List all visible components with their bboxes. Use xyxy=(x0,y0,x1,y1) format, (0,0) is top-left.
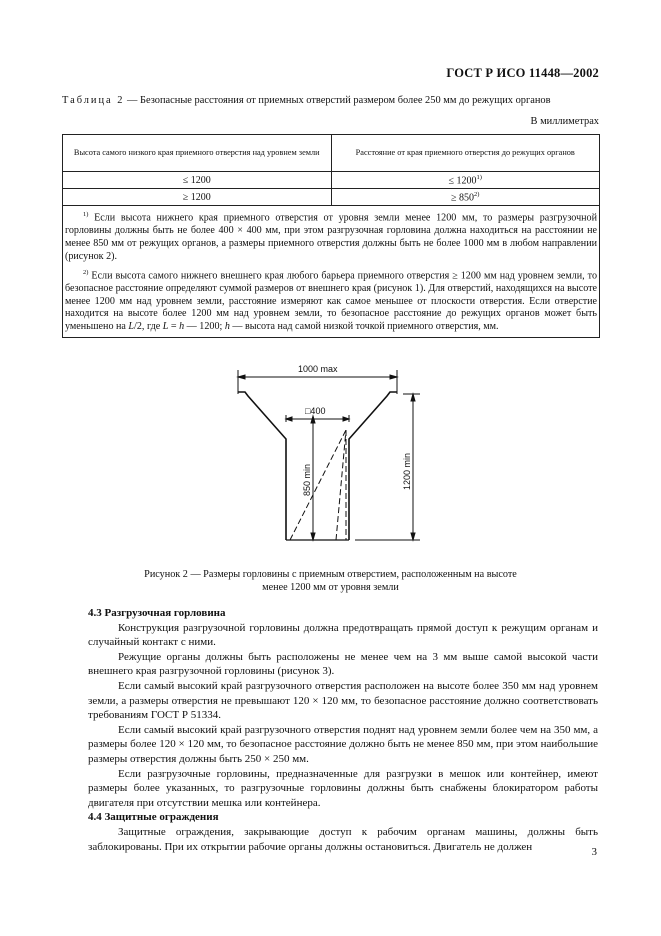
safety-distance-table xyxy=(62,134,600,338)
label-1000-max: 1000 max xyxy=(298,364,338,374)
table-header-distance: Расстояние от края приемного отверстия до режущих органов xyxy=(331,135,600,172)
table-row xyxy=(63,172,600,189)
arrow-head xyxy=(311,533,315,540)
table-cell: ≤ 1200 xyxy=(63,172,332,189)
table-units: В миллиметрах xyxy=(530,116,599,127)
table-footnotes xyxy=(63,206,600,338)
document-header: ГОСТ Р ИСО 11448—2002 xyxy=(446,66,599,80)
label-1200-min: 1200 min xyxy=(402,452,412,490)
footnote-mark: 2) xyxy=(83,268,89,276)
var-h: h xyxy=(179,321,185,333)
footnote-text: — 1200; xyxy=(184,321,225,333)
table-header-height: Высота самого низкого края приемного отверстия над уровнем земли xyxy=(63,135,332,172)
label-850-min: 850 min xyxy=(302,463,312,496)
var-L: L xyxy=(128,321,135,333)
footnote-text: /2, где xyxy=(134,321,163,333)
var-h: h xyxy=(224,321,230,333)
table-caption-text: — Безопасные расстояния от приемных отверстий размером более 250 мм до режущих органов xyxy=(124,95,551,106)
footnote-text: Если высота нижнего края приемного отверстия от уровня земли менее 1200 мм, то размеры разгрузочной горловины должны быть не более 400 × 400 мм, при этом разгрузочная горловина должна находиться на расстоянии не менее 850 мм от режущих органов, а размеры приемного отверстия должны быть не более 1000 мм в любом направлении (рисунок 2). xyxy=(65,212,597,262)
footnote-mark: 1) xyxy=(83,211,89,218)
paragraph: Конструкция разгрузочной горловины должна предотвращать прямой доступ к режущим органам и случайный контакт с ними. xyxy=(88,621,598,649)
footnote-ref: 1) xyxy=(476,173,482,181)
paragraph: Если самый высокий край разгрузочного отверстия поднят над уровнем земли более чем на 350 мм, а размеры более 120 × 120 мм, то безопасное расстояние должно быть не менее 850 мм, при этом наибольшие размеры отверстия должны быть 250 × 250 мм. xyxy=(88,723,598,765)
footnote-ref: 2) xyxy=(474,190,480,198)
paragraph: Защитные ограждения, закрывающие доступ к рабочим органам машины, должны быть заблокированы. При их открытии рабочие органы должны остановиться. Двигатель не должен xyxy=(88,825,598,853)
hopper-right-wall xyxy=(349,392,397,540)
arrow-head xyxy=(411,533,415,540)
cell-value: ≥ 850 xyxy=(451,192,475,204)
table-cell xyxy=(331,172,600,189)
figure-caption-line: Рисунок 2 — Размеры горловины с приемным отверстием, расположенным на высоте xyxy=(144,569,517,580)
footnote-text: = xyxy=(168,321,180,333)
table-row xyxy=(63,189,600,206)
paragraph: Режущие органы должны быть расположены не менее чем на 3 мм выше самой высокой части внешнего края разгрузочной горловины (рисунок 3). xyxy=(88,650,598,678)
table-caption xyxy=(62,95,602,106)
page-number: 3 xyxy=(591,846,597,858)
hopper-left-wall xyxy=(238,392,286,540)
label-square-400: □400 xyxy=(305,406,326,416)
arrow-head xyxy=(286,417,292,421)
arrow-head xyxy=(238,375,245,379)
var-L: L xyxy=(162,321,169,333)
paragraph: Если самый высокий край разгрузочного отверстия расположен на высоте более 350 мм над уровнем земли, а размеры отверстия не превышают 120 × 120 мм, то безопасное расстояние должно соответствовать требованиям ГОСТ Р 51334. xyxy=(88,679,598,722)
section-4-4-title: 4.4 Защитные ограждения xyxy=(88,811,219,824)
paragraph: Если разгрузочные горловины, предназначенные для разгрузки в мешок или контейнер, имеют размеры более указанных, то разгрузочные горловины должны быть снабжены блокиратором работы двигателя при отсутствии мешка или контейнера. xyxy=(88,767,598,809)
arrow-head xyxy=(390,375,397,379)
hopper-dimension-diagram xyxy=(0,350,661,570)
footnote-text: — высота над самой низкой точкой приемного отверстия, мм. xyxy=(229,321,499,333)
arrow-head xyxy=(343,417,349,421)
table-cell xyxy=(331,189,600,206)
figure-caption-line: менее 1200 мм от уровня земли xyxy=(262,581,399,593)
arrow-head xyxy=(311,416,315,423)
figure-caption xyxy=(0,569,661,594)
footnote-text: Если высота самого нижнего внешнего края любого барьера приемного отверстия ≥ 1200 мм над уровнем земли, то безопасное расстояние определяют суммой размеров от внешнего края (рисунок 1). Для отверстий, находящихся на высоте менее 1200 мм над уровнем земли, расстояние измеряют как самое меньшее от плоскости отверстия. Если отверстие находится на высоте более 1200 мм над уровнем земли, то безопасное расстояние до режущих органов может быть уменьшено на xyxy=(65,269,597,333)
body-text xyxy=(88,606,598,854)
table-caption-label: Таблица 2 xyxy=(62,95,125,106)
footnote-1 xyxy=(65,209,597,264)
section-4-3-title: 4.3 Разгрузочная горловина xyxy=(88,607,226,619)
table-cell: ≥ 1200 xyxy=(63,189,332,206)
dashed-line xyxy=(290,430,346,540)
arrow-head xyxy=(411,394,415,401)
footnote-2 xyxy=(65,267,597,334)
cell-value: ≤ 1200 xyxy=(448,175,477,187)
